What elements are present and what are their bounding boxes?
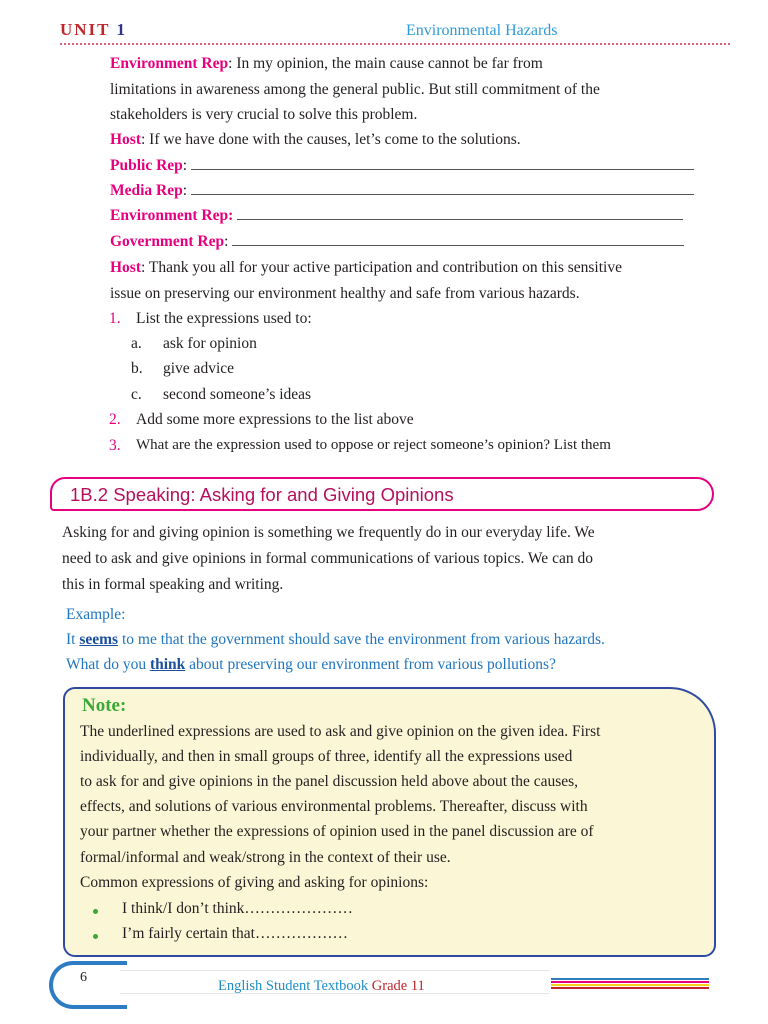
intro-line: this in formal speaking and writing. (62, 576, 284, 593)
section-heading (50, 477, 714, 511)
book-name: English Student Textbook (218, 978, 369, 994)
answer-blank[interactable] (237, 206, 683, 220)
example-text: What do you (66, 656, 150, 673)
note-line: Common expressions of giving and asking for opinions: (80, 874, 429, 891)
note-line: individually, and then in small groups of three, identify all the expressions used (80, 748, 573, 765)
flag-stripes (551, 978, 709, 990)
note-line: formal/informal and weak/strong in the context of their use. (80, 849, 451, 866)
answer-blank[interactable] (232, 232, 684, 246)
unit-text: UNIT (60, 20, 111, 39)
dialogue-line (110, 156, 694, 176)
dialogue-text: : If we have done with the causes, let’s come to the solutions. (141, 131, 521, 148)
note-bullet-text: I’m fairly certain that……………… (122, 925, 348, 942)
example-label: Example: (66, 606, 126, 623)
page-footer (0, 958, 768, 1024)
sub-item-text: ask for opinion (163, 335, 257, 352)
speaker-label: Public Rep (110, 157, 183, 174)
example-text: about preserving our environment from various pollutions? (185, 656, 556, 673)
note-line: your partner whether the expressions of opinion used in the panel discussion are of (80, 823, 594, 840)
sub-item-letter: c. (131, 386, 142, 403)
dialogue-line (110, 130, 521, 150)
example-text: to me that the government should save the environment from various hazards. (118, 631, 605, 648)
example-text: It (66, 631, 80, 648)
speaker-label: Host (110, 131, 141, 148)
note-bullet-text: I think/I don’t think………………… (122, 900, 353, 917)
section-title: 1B.2 Speaking: Asking for and Giving Opinions (70, 484, 454, 505)
bullet-icon (93, 909, 98, 914)
page-number-badge (49, 961, 127, 1009)
dialogue-line (110, 105, 417, 125)
dialogue-text: issue on preserving our environment healthy and safe from various hazards. (110, 285, 580, 302)
dialogue-line (110, 258, 622, 278)
question-text: Add some more expressions to the list above (136, 411, 414, 428)
example-sentence (66, 627, 605, 652)
question-text: List the expressions used to: (136, 310, 312, 327)
page-number: 6 (80, 970, 87, 985)
question-number: 1. (109, 310, 121, 327)
sub-item-letter: a. (131, 335, 142, 352)
note-line: The underlined expressions are used to ask and give opinion on the given idea. First (80, 723, 601, 740)
example-sentence (66, 652, 556, 677)
question-number: 2. (109, 411, 121, 428)
unit-number: 1 (116, 20, 128, 39)
sub-item-text: second someone’s ideas (163, 386, 312, 403)
answer-blank[interactable] (191, 156, 694, 170)
unit-label (60, 20, 127, 40)
dialogue-line (110, 206, 683, 226)
intro-line: need to ask and give opinions in formal communications of various topics. We can do (62, 550, 593, 567)
note-title: Note: (82, 695, 127, 716)
grade-label: Grade 11 (371, 978, 425, 994)
dialogue-text: : (182, 182, 188, 199)
chapter-title: Environmental Hazards (406, 22, 558, 39)
dialogue-line (110, 284, 580, 304)
note-line: to ask for and give opinions in the panel discussion held above about the causes, (80, 773, 579, 790)
page-header (0, 0, 768, 48)
dialogue-text: : Thank you all for your active participation and contribution on this sensitive (141, 259, 622, 276)
intro-line: Asking for and giving opinion is something we frequently do in our everyday life. We (62, 524, 595, 541)
answer-blank[interactable] (191, 181, 694, 195)
dialogue-line (110, 232, 684, 252)
header-divider (60, 43, 730, 45)
speaker-label: Media Rep (110, 182, 183, 199)
speaker-label: Host (110, 259, 141, 276)
question-number: 3. (109, 437, 121, 454)
question-text: What are the expression used to oppose or reject someone’s opinion? List them (136, 437, 611, 453)
dialogue-line (110, 181, 694, 201)
footer-book-title (218, 978, 425, 995)
dialogue-line (110, 80, 600, 100)
speaker-label: Government Rep (110, 233, 225, 250)
dialogue-text: : In my opinion, the main cause cannot be far from (228, 55, 543, 72)
sub-item-letter: b. (131, 360, 143, 377)
note-box (63, 687, 716, 957)
dialogue-text: : (224, 233, 229, 250)
dialogue-text: limitations in awareness among the general public. But still commitment of the (110, 81, 600, 98)
dialogue-text: stakeholders is very crucial to solve this problem. (110, 106, 418, 123)
sub-item-text: give advice (163, 360, 235, 377)
opinion-keyword: seems (79, 631, 119, 648)
dialogue-text: : (182, 157, 188, 174)
speaker-label: Environment Rep: (110, 207, 234, 224)
speaker-label: Environment Rep (110, 55, 229, 72)
opinion-keyword: think (149, 656, 186, 673)
bullet-icon (93, 934, 98, 939)
note-line: effects, and solutions of various environmental problems. Thereafter, discuss with (80, 798, 588, 815)
dialogue-line (110, 54, 543, 74)
